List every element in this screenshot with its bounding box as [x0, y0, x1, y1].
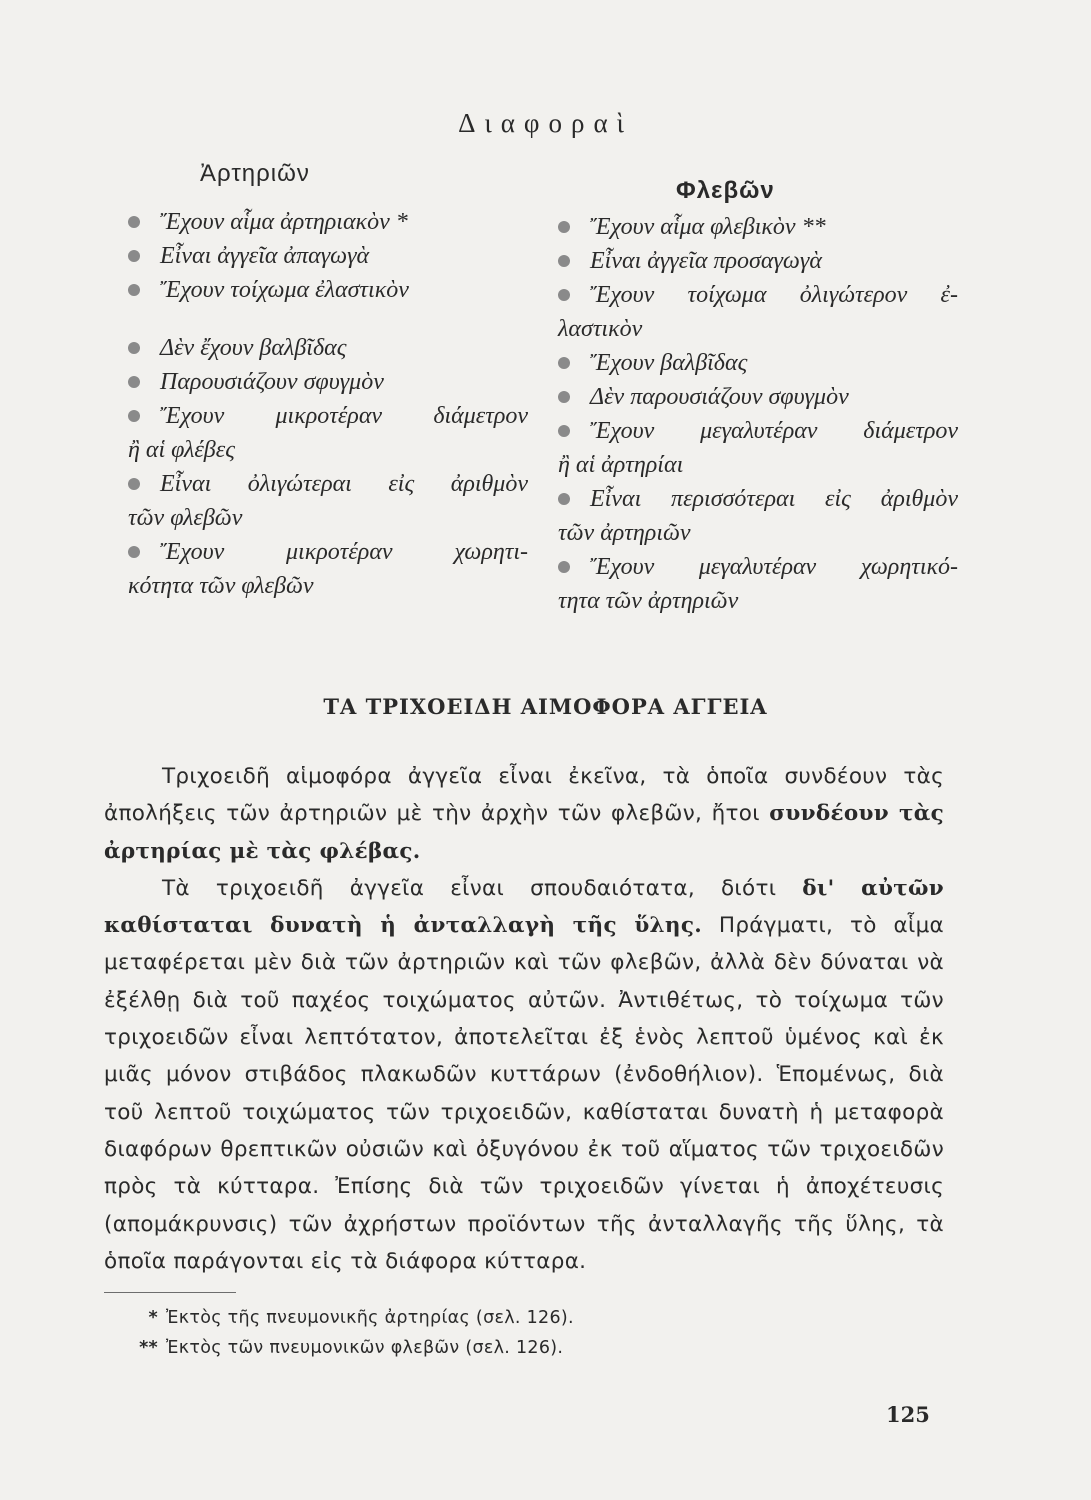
bullet-icon: [558, 255, 570, 267]
list-item: Ἔχουν μεγαλυτέραν χωρητικό- τητα τῶν ἀρτηριῶν: [558, 554, 958, 614]
list-item: Εἶναι ἀγγεῖα ἀπαγωγὰ: [128, 239, 528, 273]
footnote-divider: [104, 1292, 236, 1293]
arteries-list: [128, 205, 528, 603]
list-item: Ἔχουν μικροτέραν διάμετρον ἢ αἱ φλέβες: [128, 403, 528, 463]
footnote: * Ἐκτὸς τῆς πνευμονικῆς ἀρτηρίας (σελ. 126).: [148, 1308, 574, 1328]
list-item: Ἔχουν αἷμα ἀρτηριακὸν *: [128, 205, 528, 239]
bullet-icon: [558, 221, 570, 233]
bullet-icon: [128, 250, 140, 262]
bullet-icon: [128, 478, 140, 490]
list-item: Ἔχουν μεγαλυτέραν διάμετρον ἢ αἱ ἀρτηρίαι: [558, 418, 958, 478]
bullet-icon: [128, 284, 140, 296]
list-item: Δὲν ἔχουν βαλβῖδας: [128, 331, 528, 365]
bullet-icon: [558, 425, 570, 437]
list-item: Ἔχουν βαλβῖδας: [558, 346, 958, 380]
bullet-icon: [128, 216, 140, 228]
list-item: Ἔχουν τοίχωμα ἐλαστικὸν: [128, 273, 528, 307]
section-title: ΤΑ ΤΡΙΧΟΕΙΔΗ ΑΙΜΟΦΟΡΑ ΑΓΓΕΙΑ: [323, 694, 768, 719]
bullet-icon: [128, 410, 140, 422]
footnote: ** Ἐκτὸς τῶν πνευμονικῶν φλεβῶν (σελ. 126).: [139, 1338, 564, 1358]
list-item: Ἔχουν αἷμα φλεβικὸν **: [558, 210, 958, 244]
arteries-heading: Ἀρτηριῶν: [200, 160, 310, 187]
veins-list: [558, 210, 958, 618]
bullet-icon: [128, 342, 140, 354]
bullet-icon: [128, 546, 140, 558]
emphasis: δι' αὐτῶν καθίσταται δυνατὴ ἡ ἀνταλλαγὴ τῆς ὕλης.: [104, 875, 944, 939]
list-item: Παρουσιάζουν σφυγμὸν: [128, 365, 528, 399]
list-item: Ἔχουν τοίχωμα ὀλιγώτερον ἐ- λαστικὸν: [558, 282, 958, 342]
paragraph: Τὰ τριχοειδῆ ἀγγεῖα εἶναι σπουδαιότατα, διότι δι' αὐτῶν καθίσταται δυνατὴ ἡ ἀνταλλαγὴ τῆς ὕλης. Πράγματι, τὸ αἷμα μεταφέρεται μὲν διὰ τῶν ἀρτηριῶν καὶ τῶν φλεβῶν, ἀλλὰ δὲν δύναται νὰ ἐξέλθῃ διὰ τοῦ παχέος τοιχώματος αὐτῶν. Ἀντιθέτως, τὸ τοίχωμα τῶν τριχοειδῶν εἶναι λεπτότατον, ἀποτελεῖται ἐξ ἑνὸς λεπτοῦ ὑμένος καὶ ἐκ μιᾶς μόνον στιβάδος πλακωδῶν κυττάρων (ἐνδοθήλιον). Ἑπομένως, διὰ τοῦ λεπτοῦ τοιχώματος τῶν τριχοειδῶν, καθίσταται δυνατὴ ἡ μεταφορὰ διαφόρων θρεπτικῶν οὐσιῶν καὶ ὀξυγόνου ἐκ τοῦ αἵματος τῶν τριχοειδῶν πρὸς τὰ κύτταρα. Ἐπίσης διὰ τῶν τριχοειδῶν γίνεται ἡ ἀποχέτευσις (απομάκρυνσις) τῶν ἀχρήστων προϊόντων τῆς ἀνταλλαγῆς τῆς ὕλης, τὰ ὁποῖα παράγονται εἰς τὰ διάφορα κύτταρα.: [104, 875, 945, 1274]
list-item: Εἶναι περισσότεραι εἰς ἀριθμὸν τῶν ἀρτηριῶν: [558, 486, 958, 546]
bullet-icon: [558, 561, 570, 573]
bullet-icon: [558, 493, 570, 505]
list-item: Εἶναι ὀλιγώτεραι εἰς ἀριθμὸν τῶν φλεβῶν: [128, 471, 528, 531]
list-item: Εἶναι ἀγγεῖα προσαγωγὰ: [558, 244, 958, 278]
list-item: Ἔχουν μικροτέραν χωρητι- κότητα τῶν φλεβῶν: [128, 539, 528, 599]
veins-heading: Φλεβῶν: [676, 177, 775, 204]
list-item: Δὲν παρουσιάζουν σφυγμὸν: [558, 380, 958, 414]
bullet-icon: [558, 357, 570, 369]
bullet-icon: [558, 391, 570, 403]
emphasis: συνδέουν τὰς ἀρτηρίας μὲ τὰς φλέβας.: [104, 801, 944, 864]
differences-title: Διαφοραὶ: [458, 108, 633, 138]
paragraph: Τριχοειδῆ αἱμοφόρα ἀγγεῖα εἶναι ἐκεῖνα, τὰ ὁποῖα συνδέουν τὰς ἀπολήξεις τῶν ἀρτηριῶν μὲ τὴν ἀρχὴν τῶν φλεβῶν, ἤτοι συνδέουν τὰς ἀρτηρίας μὲ τὰς φλέβας.: [104, 764, 944, 864]
bullet-icon: [558, 289, 570, 301]
body-text: [104, 758, 944, 1280]
page-number: 125: [886, 1402, 930, 1427]
bullet-icon: [128, 376, 140, 388]
